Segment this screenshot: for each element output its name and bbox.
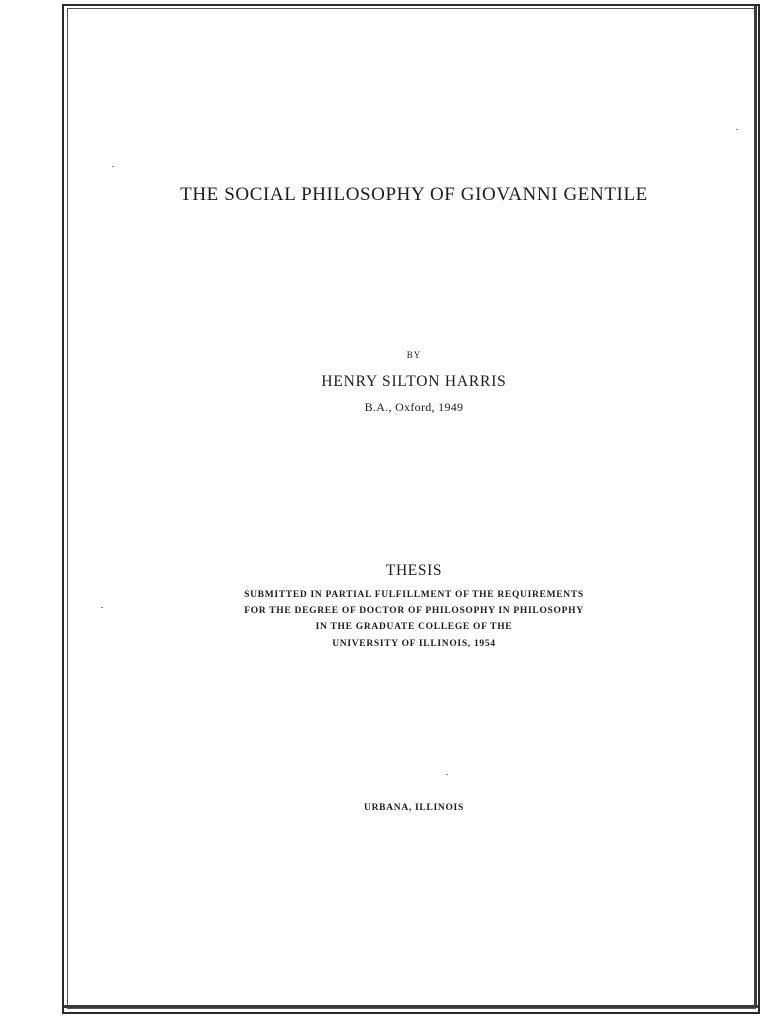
thesis-title: THE SOCIAL PHILOSOPHY OF GIOVANNI GENTILE: [180, 184, 648, 205]
by-label: BY: [406, 350, 422, 360]
scan-speck: [736, 129, 738, 130]
submission-line: FOR THE DEGREE OF DOCTOR OF PHILOSOPHY IN PHILOSOPHY: [244, 606, 584, 616]
page-border-inner: [67, 8, 756, 1009]
place-of-submission: URBANA, ILLINOIS: [364, 803, 464, 813]
submission-line: SUBMITTED IN PARTIAL FULFILLMENT OF THE REQUIREMENTS: [244, 590, 584, 600]
page-border-bottom: [64, 1005, 758, 1008]
document-type: THESIS: [385, 562, 443, 579]
submission-line: IN THE GRADUATE COLLEGE OF THE: [315, 622, 513, 632]
author-name: HENRY SILTON HARRIS: [321, 373, 507, 390]
prior-degree: B.A., Oxford, 1949: [364, 400, 464, 414]
scan-speck: [446, 774, 448, 775]
scan-speck: [112, 166, 114, 167]
page-border-right: [754, 6, 757, 1008]
submission-line: UNIVERSITY OF ILLINOIS, 1954: [332, 639, 496, 649]
